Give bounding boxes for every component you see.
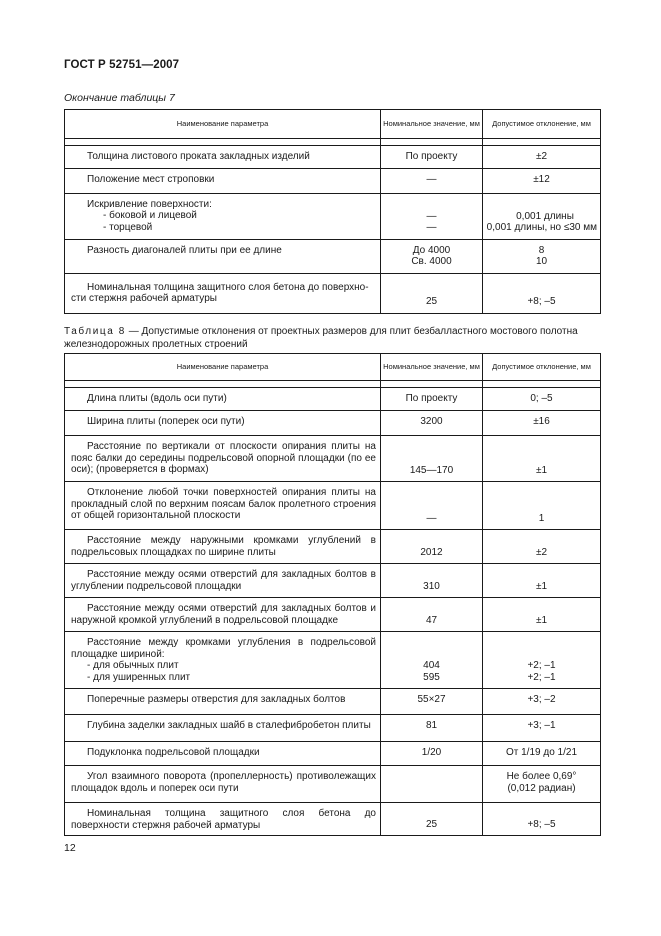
nominal-line: — — [426, 210, 437, 222]
table-row — [65, 146, 601, 169]
tolerance-value: ±2 — [483, 530, 601, 564]
param-name: Подуклонка подрельсовой площадки — [65, 742, 381, 766]
table8-caption — [64, 325, 600, 351]
table-row — [65, 632, 601, 689]
nominal-value — [381, 239, 483, 273]
param-sub-item: - для обычных плит — [87, 660, 179, 671]
param-name-line: Искривление поверхности: — [87, 198, 212, 210]
nominal-value: 3200 — [381, 411, 483, 436]
table-row — [65, 742, 601, 766]
table-row — [65, 239, 601, 273]
nominal-value: По проекту — [381, 146, 483, 169]
table-row — [65, 564, 601, 598]
table-row — [65, 388, 601, 411]
table-row — [65, 803, 601, 836]
table-row — [65, 193, 601, 239]
param-sub-item: - боковой и лицевой — [103, 210, 197, 221]
table7-header-row — [65, 110, 601, 139]
nominal-value: — — [381, 168, 483, 193]
nominal-line: 404 — [423, 660, 440, 671]
column-header-nominal: Номинальное значение, мм — [381, 354, 483, 381]
param-name — [65, 273, 381, 313]
table-row — [65, 168, 601, 193]
param-text: Расстояние по вертикали от плоскости опирания плиты на пояс балки до середины подрельсовой опорной площадки (по ее оси); (проверяется в формах) — [71, 441, 376, 475]
param-sub-item: - торцевой — [103, 221, 153, 233]
tolerance-line: 8 — [538, 244, 545, 256]
param-name: Поперечные размеры отверстия для закладных болтов — [65, 689, 381, 715]
param-text: Расстояние между кромками углубления в подрельсовой площадке шириной: — [71, 637, 376, 660]
tolerance-value: +3; –1 — [483, 715, 601, 742]
tolerance-line: 10 — [535, 256, 548, 267]
column-header-name: Наименование параметра — [65, 110, 381, 139]
table-row — [65, 715, 601, 742]
table8 — [64, 353, 601, 836]
param-name — [65, 598, 381, 632]
param-name — [65, 436, 381, 482]
nominal-line: — — [426, 222, 437, 233]
nominal-value: 25 — [381, 273, 483, 313]
param-name — [65, 482, 381, 530]
column-header-tolerance: Допустимое отклонение, мм — [483, 354, 601, 381]
table-row — [65, 411, 601, 436]
param-name: Положение мест строповки — [65, 168, 381, 193]
tolerance-value: ±1 — [483, 564, 601, 598]
table-row — [65, 273, 601, 313]
tolerance-line: 0,001 длины — [516, 210, 574, 222]
param-text: Номинальная толщина защитного слоя бетона до поверхности стержня рабочей арматуры — [71, 808, 376, 831]
table-row — [65, 436, 601, 482]
param-text: Расстояние между осями отверстий для закладных болтов и наружной кромкой углублений в подрельсовой площадке — [71, 603, 376, 626]
tolerance-value — [483, 239, 601, 273]
table8-caption-label: Таблица 8 — [64, 326, 126, 337]
nominal-value: 310 — [381, 564, 483, 598]
tolerance-value: +8; –5 — [483, 273, 601, 313]
param-name — [65, 803, 381, 836]
param-text: Расстояние между наружными кромками углублений в подрельсовых площадках по ширине плиты — [71, 535, 376, 558]
column-header-name: Наименование параметра — [65, 354, 381, 381]
tolerance-value — [483, 193, 601, 239]
param-name: Ширина плиты (поперек оси пути) — [65, 411, 381, 436]
tolerance-value — [483, 766, 601, 803]
param-name: Длина плиты (вдоль оси пути) — [65, 388, 381, 411]
nominal-value: По проекту — [381, 388, 483, 411]
tolerance-value: ±12 — [483, 168, 601, 193]
nominal-value — [381, 766, 483, 803]
nominal-value: 55×27 — [381, 689, 483, 715]
nominal-value: 1/20 — [381, 742, 483, 766]
param-name-line: Номинальная толщина защитного слоя бетона до поверхно- — [87, 281, 369, 293]
param-name — [65, 632, 381, 689]
param-sub-item: - для уширенных плит — [87, 671, 191, 683]
nominal-line: Св. 4000 — [411, 256, 452, 267]
tolerance-line: +2; –1 — [527, 671, 556, 683]
table7-caption: Окончание таблицы 7 — [64, 92, 175, 104]
table-row — [65, 598, 601, 632]
param-name: Глубина заделки закладных шайб в сталефибробетон плиты — [65, 715, 381, 742]
param-name — [65, 193, 381, 239]
nominal-line: До 4000 — [412, 244, 451, 256]
document-id: ГОСТ Р 52751—2007 — [64, 59, 180, 71]
tolerance-line: Не более 0,69° — [506, 771, 577, 782]
table-row — [65, 689, 601, 715]
page-number: 12 — [64, 842, 76, 854]
tolerance-line: +2; –1 — [527, 660, 556, 671]
tolerance-value: +8; –5 — [483, 803, 601, 836]
param-name-line: сти стержня рабочей арматуры — [71, 293, 217, 304]
table8-caption-text: — Допустимые отклонения от проектных размеров для плит безбалластного мостового полотна железнодорожных пролетных строений — [64, 326, 578, 350]
tolerance-value: 1 — [483, 482, 601, 530]
nominal-value: — — [381, 482, 483, 530]
table-row — [65, 530, 601, 564]
tolerance-value: +3; –2 — [483, 689, 601, 715]
tolerance-value: ±1 — [483, 436, 601, 482]
param-text: Отклонение любой точки поверхностей опирания плиты на прокладный слой по верхним поясам балок пролетного строения от общей горизонтальной плоскости — [71, 487, 376, 521]
table-row — [65, 766, 601, 803]
tolerance-value: От 1/19 до 1/21 — [483, 742, 601, 766]
tolerance-line: 0,001 длины, но ≤30 мм — [486, 222, 597, 233]
tolerance-line: (0,012 радиан) — [507, 782, 576, 794]
nominal-value: 81 — [381, 715, 483, 742]
nominal-value: 145—170 — [381, 436, 483, 482]
nominal-line: 595 — [423, 671, 440, 683]
nominal-value: 25 — [381, 803, 483, 836]
param-name — [65, 564, 381, 598]
table-row — [65, 482, 601, 530]
tolerance-value: ±16 — [483, 411, 601, 436]
nominal-value — [381, 632, 483, 689]
param-name — [65, 530, 381, 564]
nominal-value: 2012 — [381, 530, 483, 564]
nominal-value: 47 — [381, 598, 483, 632]
param-text: Угол взаимного поворота (пропеллерность) противолежащих площадок вдоль и поперек оси пути — [71, 771, 376, 794]
nominal-value — [381, 193, 483, 239]
param-name: Разность диагоналей плиты при ее длине — [65, 239, 381, 273]
table7 — [64, 109, 601, 314]
column-header-nominal: Номинальное значение, мм — [381, 110, 483, 139]
param-name: Толщина листового проката закладных изделий — [65, 146, 381, 169]
param-name — [65, 766, 381, 803]
column-header-tolerance: Допустимое отклонение, мм — [483, 110, 601, 139]
param-text: Расстояние между осями отверстий для закладных болтов в углублении подрельсовой площадки — [71, 569, 376, 592]
table8-header-row — [65, 354, 601, 381]
tolerance-value: ±2 — [483, 146, 601, 169]
tolerance-value: ±1 — [483, 598, 601, 632]
tolerance-value — [483, 632, 601, 689]
tolerance-value: 0; –5 — [483, 388, 601, 411]
